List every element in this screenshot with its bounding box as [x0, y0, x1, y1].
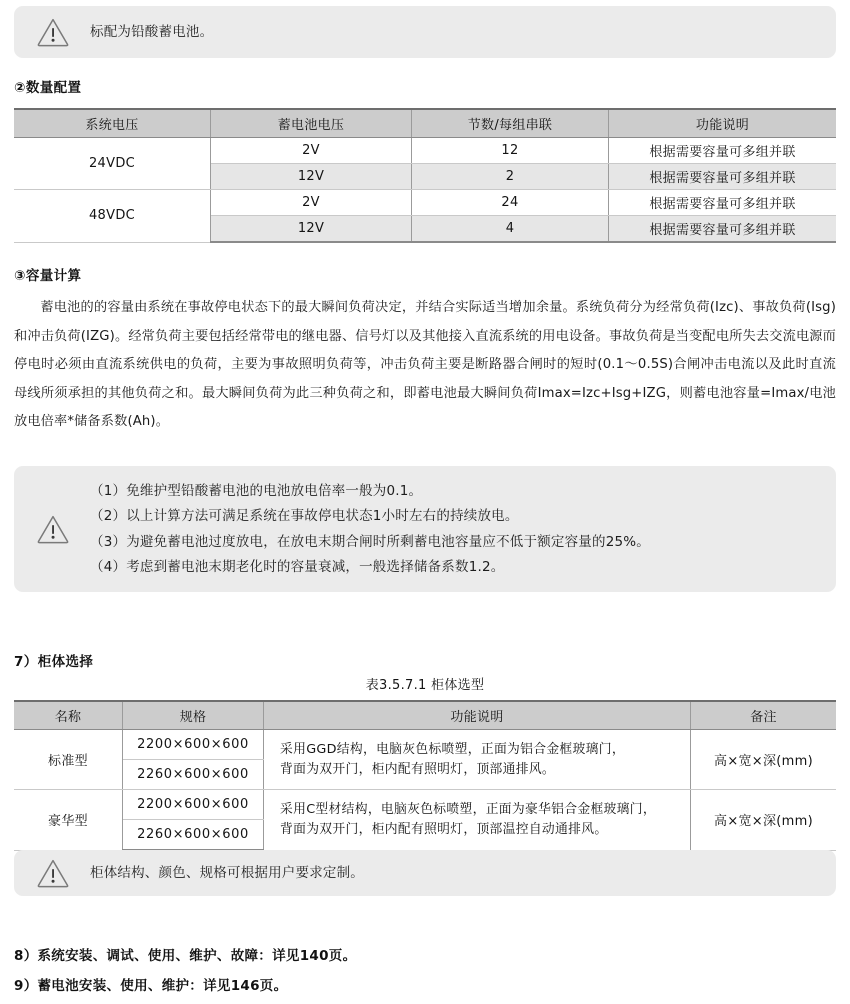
table-row	[14, 138, 836, 164]
table-row	[14, 730, 836, 760]
cell-cells: 2	[412, 164, 609, 190]
notice-line: （4）考虑到蓄电池末期老化时的容量衰减，一般选择储备系数1.2。	[90, 558, 505, 575]
col-header-battery-voltage: 蓄电池电压	[211, 109, 412, 138]
cell-description	[264, 730, 691, 790]
table-header-row	[14, 701, 836, 730]
notice-text: 柜体结构、颜色、规格可根据用户要求定制。	[90, 864, 364, 881]
table-body	[14, 138, 836, 243]
cabinet-selection-table	[14, 700, 836, 851]
description-line-1: 采用C型材结构，电脑灰色标喷塑，正面为豪华铝合金框玻璃门，	[280, 801, 656, 817]
col-header-system-voltage: 系统电压	[14, 109, 211, 138]
notice-line-list	[90, 482, 650, 576]
notice-box-battery-type	[14, 6, 836, 58]
col-header-spec: 规格	[123, 701, 264, 730]
table-body	[14, 730, 836, 851]
section-heading-cabinet: 7）柜体选择	[14, 654, 94, 670]
cell-cells: 24	[412, 190, 609, 216]
col-header-name: 名称	[14, 701, 123, 730]
col-header-function-description: 功能说明	[264, 701, 691, 730]
col-header-remark: 备注	[691, 701, 837, 730]
table-head	[14, 701, 836, 730]
table-header-row	[14, 109, 836, 138]
description-line-1: 采用GGD结构，电脑灰色标喷塑，正面为铝合金框玻璃门，	[280, 741, 625, 757]
cell-description: 根据需要容量可多组并联	[609, 190, 837, 216]
cell-cells: 12	[412, 138, 609, 164]
cell-system-voltage: 48VDC	[14, 190, 211, 243]
cell-description: 根据需要容量可多组并联	[609, 138, 837, 164]
description-line-2: 背面为双开门，柜内配有照明灯，顶部通排风。	[280, 761, 556, 777]
cell-spec: 2260×600×600	[123, 820, 264, 851]
cell-spec: 2200×600×600	[123, 790, 264, 820]
table-row	[14, 790, 836, 820]
cell-battery-voltage: 2V	[211, 138, 412, 164]
section-heading-quantity: ②数量配置	[14, 80, 82, 96]
table-caption: 表3.5.7.1 柜体选型	[365, 678, 485, 693]
cell-description: 根据需要容量可多组并联	[609, 164, 837, 190]
col-header-function-description: 功能说明	[609, 109, 837, 138]
notice-line: （3）为避免蓄电池过度放电，在放电末期合闸时所剩蓄电池容量应不低于额定容量的25%。	[90, 533, 650, 550]
notice-box-capacity-rules	[14, 466, 836, 592]
cell-battery-voltage: 12V	[211, 216, 412, 243]
warning-triangle-icon	[36, 858, 70, 888]
cell-cabinet-name: 标准型	[14, 730, 123, 790]
cell-spec: 2260×600×600	[123, 760, 264, 790]
cell-battery-voltage: 12V	[211, 164, 412, 190]
cell-description	[264, 790, 691, 851]
notice-line: （1）免维护型铅酸蓄电池的电池放电倍率一般为0.1。	[90, 483, 423, 500]
cell-cabinet-name: 豪华型	[14, 790, 123, 851]
cell-remark: 高×宽×深(mm)	[691, 790, 837, 851]
cell-battery-voltage: 2V	[211, 190, 412, 216]
notice-text: 标配为铅酸蓄电池。	[90, 23, 214, 40]
cell-system-voltage: 24VDC	[14, 138, 211, 190]
capacity-paragraph: 蓄电池的的容量由系统在事故停电状态下的最大瞬间负荷决定，并结合实际适当增加余量。系统负荷分为经常负荷(Izc)、事故负荷(Isg)和冲击负荷(IZG)。经常负荷主要包括经常带电的继电器、信号灯以及其他接入直流系统的用电设备。事故负荷是当变配电所失去交流电源而停电时必须由直流系统供电的负荷，主要为事故照明负荷等，冲击负荷主要是断路器合闸时的短时(0.1～0.5S)合闸冲击电流以及此时直流母线所须承担的其他负荷之和。最大瞬间负荷为此三种负荷之和，即蓄电池最大瞬间负荷Imax=Izc+Isg+IZG，则蓄电池容量=Imax/电池放电倍率*储备系数(Ah)。	[14, 300, 836, 429]
warning-triangle-icon	[36, 514, 70, 544]
footer-line-9: 9）蓄电池安装、使用、维护：详见146页。	[14, 978, 288, 994]
notice-line: （2）以上计算方法可满足系统在事故停电状态1小时左右的持续放电。	[90, 508, 519, 525]
table-row	[14, 190, 836, 216]
cell-spec: 2200×600×600	[123, 730, 264, 760]
col-header-cells-per-string: 节数/每组串联	[412, 109, 609, 138]
section-heading-capacity: ③容量计算	[14, 268, 82, 284]
footer-line-8: 8）系统安装、调试、使用、维护、故障：详见140页。	[14, 948, 357, 964]
quantity-configuration-table	[14, 108, 836, 243]
cell-cells: 4	[412, 216, 609, 243]
warning-triangle-icon	[36, 17, 70, 47]
notice-box-cabinet-custom	[14, 850, 836, 896]
description-line-2: 背面为双开门，柜内配有照明灯，顶部温控自动通排风。	[280, 821, 608, 837]
cell-description: 根据需要容量可多组并联	[609, 216, 837, 243]
cell-remark: 高×宽×深(mm)	[691, 730, 837, 790]
table-head	[14, 109, 836, 138]
